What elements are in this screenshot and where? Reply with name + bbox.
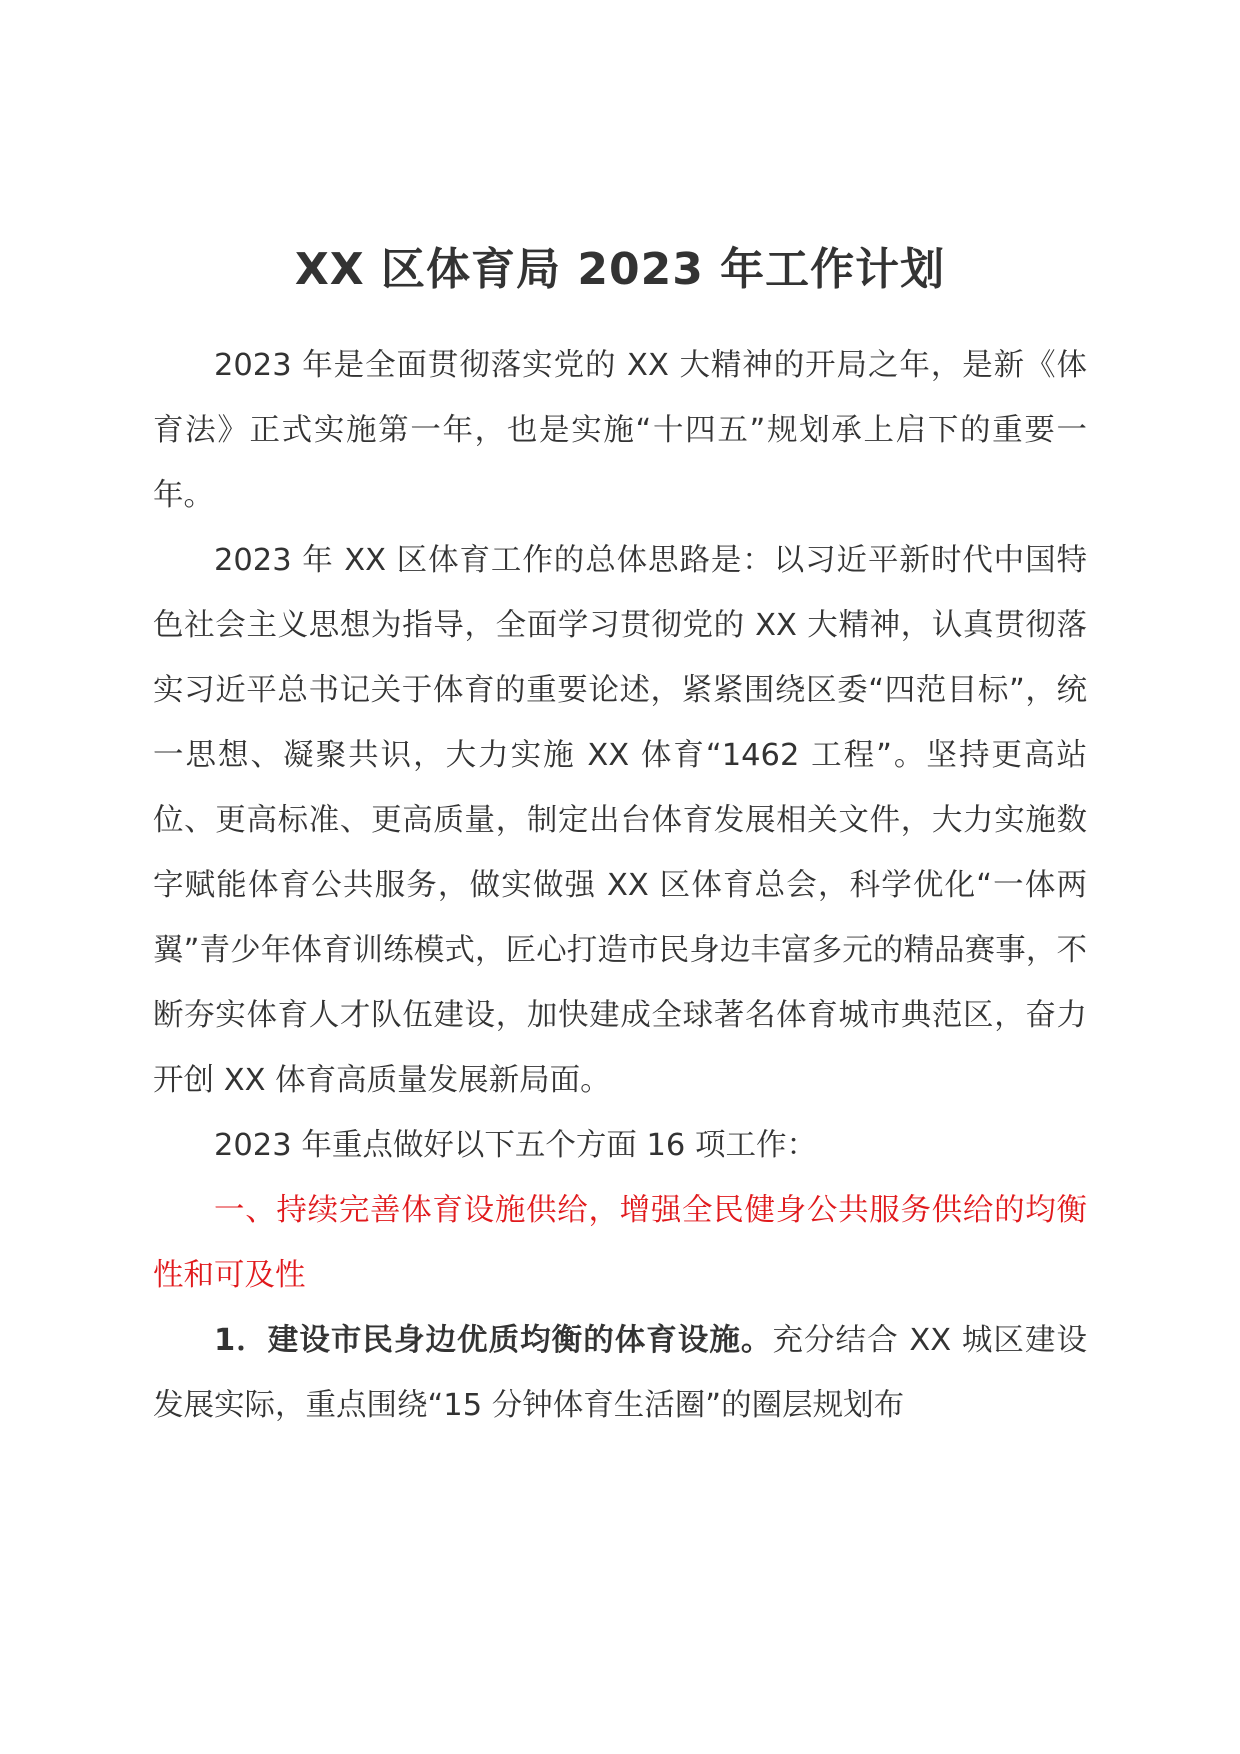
- section-heading-1: 一、持续完善体育设施供给，增强全民健身公共服务供给的均衡性和可及性: [153, 1193, 1087, 1293]
- key-work-summary-paragraph: 2023 年重点做好以下五个方面 16 项工作：: [214, 1128, 818, 1163]
- item-1-lead: 1．建设市民身边优质均衡的体育设施。: [214, 1323, 773, 1358]
- document-body: [153, 333, 1087, 1438]
- item-1-paragraph: [153, 1308, 1087, 1438]
- document-title: XX 区体育局 2023 年工作计划: [294, 244, 946, 295]
- intro-paragraph: 2023 年是全面贯彻落实党的 XX 大精神的开局之年，是新《体育法》正式实施第一年，也是实施“十四五”规划承上启下的重要一年。: [153, 348, 1087, 513]
- item-1-text: 充分结合 XX 城区建设发展实际，重点围绕“15 分钟体育生活圈”的圈层规划布: [153, 1323, 1087, 1423]
- overall-approach-paragraph: 2023 年 XX 区体育工作的总体思路是：以习近平新时代中国特色社会主义思想为指导，全面学习贯彻党的 XX 大精神，认真贯彻落实习近平总书记关于体育的重要论述，紧紧围绕区委“四范目标”，统一思想、凝聚共识，大力实施 XX 体育“1462 工程”。坚持更高站位、更高标准、更高质量，制定出台体育发展相关文件，大力实施数字赋能体育公共服务，做实做强 XX 区体育总会，科学优化“一体两翼”青少年体育训练模式，匠心打造市民身边丰富多元的精品赛事，不断夯实体育人才队伍建设，加快建成全球著名体育城市典范区，奋力开创 XX 体育高质量发展新局面。: [153, 543, 1087, 1098]
